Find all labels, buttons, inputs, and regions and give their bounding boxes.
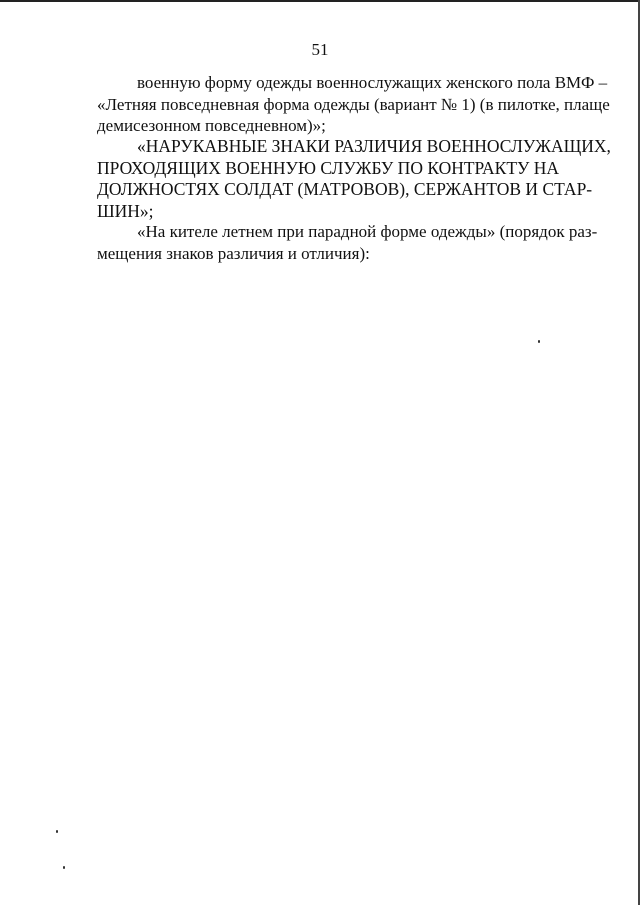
- paragraph-3-line-1: «На кителе летнем при парадной форме одежды» (порядок раз-: [137, 222, 598, 241]
- paragraph-1-line-3: демисезонном повседневном)»;: [97, 116, 326, 135]
- paragraph-3: [97, 221, 616, 264]
- page-number: 51: [311, 40, 329, 59]
- paragraph-2: [97, 136, 616, 222]
- paragraph-1-line-2: «Летняя повседневная форма одежды (вариант № 1) (в пилотке, плаще: [97, 94, 610, 114]
- paragraph-1-line-1: военную форму одежды военнослужащих женского пола ВМФ –: [137, 73, 608, 92]
- scan-speck: [56, 830, 58, 833]
- paragraph-2-line-3: ДОЛЖНОСТЯХ СОЛДАТ (МАТРОВОВ), СЕРЖАНТОВ И СТАР-: [97, 179, 593, 199]
- paragraph-2-line-2: ПРОХОДЯЩИХ ВОЕННУЮ СЛУЖБУ ПО КОНТРАКТУ НА: [97, 157, 560, 178]
- scan-speck: [538, 340, 540, 343]
- paragraph-2-line-4: ШИН»;: [97, 200, 154, 221]
- scan-speck: [63, 866, 65, 869]
- paragraph-1: [97, 72, 616, 137]
- scan-top-edge: [0, 0, 640, 2]
- paragraph-2-line-1: «НАРУКАВНЫЕ ЗНАКИ РАЗЛИЧИЯ ВОЕННОСЛУЖАЩИХ,: [137, 136, 611, 156]
- paragraph-3-line-2: мещения знаков различия и отличия):: [97, 243, 370, 263]
